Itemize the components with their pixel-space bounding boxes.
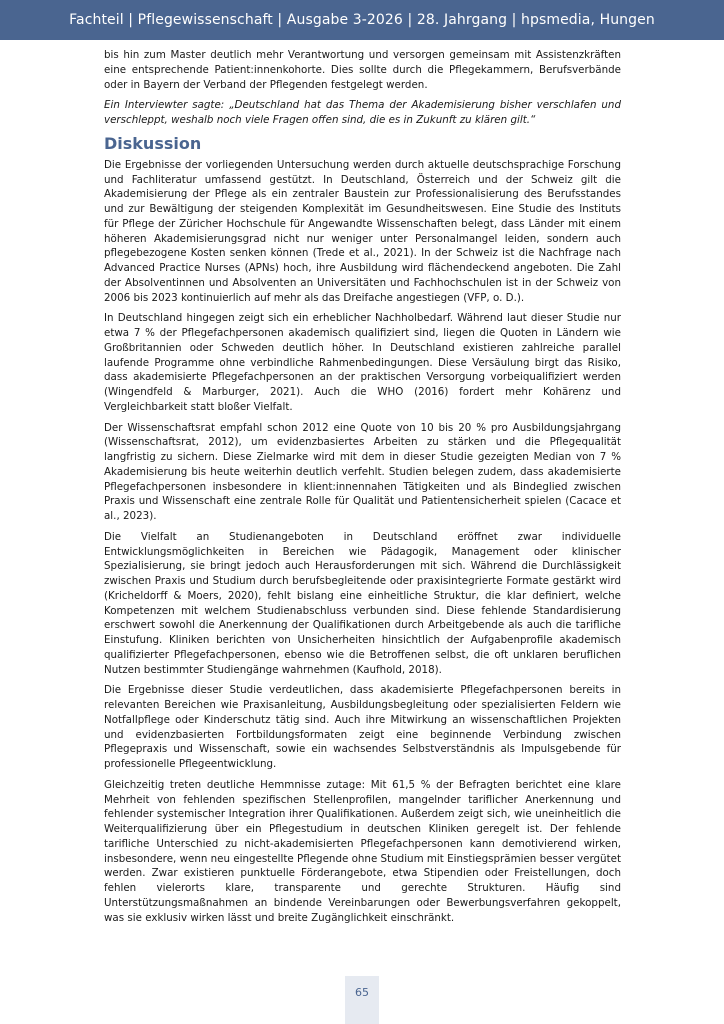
discussion-paragraph-1: Die Ergebnisse der vorliegenden Untersuchung werden durch aktuelle deutschsprachige Forschung und Fachliteratur umfassend gestützt. In Deutschland, Österreich und der Schweiz gilt die Akademisierung der Pflege als ein zentraler Baustein zur Professionalisierung des Berufsstandes und zur Bewältigung der steigenden Komplexität im Gesundheitswesen. Eine Studie des Instituts für Pflege der Züricher Hochschule für Angewandte Wissenschaften belegt, dass Länder mit einem höheren Akademisierungsgrad nicht nur weniger unter Personalmangel leiden, sondern auch pflegebezogene Kosten senken können (Trede et al., 2021). In der Schweiz ist die Nachfrage nach Advanced Practice Nurses (APNs) hoch, ihre Ausbildung wird flächendeckend angeboten. Die Zahl der Absolventinnen und Absolventen an Universitäten und Fachhochschulen ist in der Schweiz von 2006 bis 2023 kontinuierlich auf mehr als das Dreifache angestiegen (VFP, o. D.). bbox=[104, 158, 621, 304]
running-header bbox=[0, 0, 724, 40]
discussion-paragraph-2: In Deutschland hingegen zeigt sich ein erheblicher Nachholbedarf. Während laut dieser Studie nur etwa 7 % der Pflegefachpersonen akademisch qualifiziert sind, liegen die Quoten in Ländern wie Großbritannien oder Schweden deutlich höher. In Deutschland existieren zahlreiche parallel laufende Programme ohne verbindliche Rahmenbedingungen. Diese Versäulung birgt das Risiko, dass akademisierte Pflegefachpersonen an der praktischen Versorgung vorbeiqualifiziert werden (Wingendfeld & Marburger, 2021). Auch die WHO (2016) fordert mehr Kohärenz und Vergleichbarkeit statt bloßer Vielfalt. bbox=[104, 312, 621, 413]
section-heading-diskussion: Diskussion bbox=[104, 133, 202, 153]
article-body bbox=[104, 48, 621, 931]
discussion-paragraph-4: Die Vielfalt an Studienangeboten in Deutschland eröffnet zwar individuelle Entwicklungsmöglichkeiten in Bereichen wie Pädagogik, Management oder klinischer Spezialisierung, sie bringt jedoch auch Herausforderungen mit sich. Während die Durchlässigkeit zwischen Praxis und Studium durch berufsbegleitende oder praxisintegrierte Formate gestärkt wird (Kricheldorff & Moers, 2020), fehlt bislang eine einheitliche Struktur, die klar definiert, welche Kompetenzen mit welchem Studienabschluss verbunden sind. Diese fehlende Standardisierung erschwert sowohl die Anerkennung der Qualifikationen durch Arbeitgebende als auch die tarifliche Einstufung. Kliniken berichten von Unsicherheiten hinsichtlich der Aufgabenprofile akademisch qualifizierter Pflegefachpersonen, ebenso wie die Betroffenen selbst, die oft unklaren beruflichen Nutzen bestimmter Studiengänge wahrnehmen (Kaufhold, 2018). bbox=[104, 530, 621, 676]
interview-quote: Ein Interviewter sagte: „Deutschland hat das Thema der Akademisierung bisher verschlafen und verschleppt, weshalb noch viele Fragen offen sind, die es in Zukunft zu klären gilt.“ bbox=[104, 99, 621, 126]
page-number-box bbox=[345, 976, 379, 1024]
page-number: 65 bbox=[355, 986, 369, 999]
discussion-paragraph-3: Der Wissenschaftsrat empfahl schon 2012 eine Quote von 10 bis 20 % pro Ausbildungsjahrgang (Wissenschaftsrat, 2012), um evidenzbasiertes Arbeiten zu stärken und die Pflegequalität langfristig zu sichern. Diese Zielmarke wird mit dem in dieser Studie gezeigten Median von 7 % Akademisierung bis heute weiterhin deutlich verfehlt. Studien belegen zudem, dass akademisierte Pflegefachpersonen insbesondere in klient:innennahen Tätigkeiten und als Bindeglied zwischen Praxis und Wissenschaft eine zentrale Rolle für Qualität und Patientensicherheit spielen (Cacace et al., 2023). bbox=[104, 421, 621, 522]
running-header-text: Fachteil | Pflegewissenschaft | Ausgabe 3-2026 | 28. Jahrgang | hpsmedia, Hungen bbox=[69, 12, 655, 28]
discussion-paragraph-5: Die Ergebnisse dieser Studie verdeutlichen, dass akademisierte Pflegefachpersonen bereits in relevanten Bereichen wie Praxisanleitung, Ausbildungsbegleitung oder spezialisierten Feldern wie Notfallpflege oder Kinderschutz tätig sind. Auch ihre Mitwirkung an wissenschaftlichen Projekten und evidenzbasierten Fortbildungsformaten zeigt eine beginnende Verbindung zwischen Pflegepraxis und Wissenschaft, sowie ein wachsendes Selbstverständnis als Impulsgebende für professionelle Pflegeentwicklung. bbox=[104, 684, 621, 770]
intro-paragraph: bis hin zum Master deutlich mehr Verantwortung und versorgen gemeinsam mit Assistenzkräften eine entsprechende Patient:innenkohorte. Dies sollte durch die Pflegekammern, Berufsverbände oder in Bayern der Verband der Pflegenden festgelegt werden. bbox=[104, 49, 621, 91]
discussion-paragraph-6: Gleichzeitig treten deutliche Hemmnisse zutage: Mit 61,5 % der Befragten berichtet eine klare Mehrheit von fehlenden spezifischen Stellenprofilen, mangelnder tariflicher Anerkennung und fehlender systemischer Integration ihrer Qualifikationen. Außerdem zeigt sich, wie uneinheitlich die Weiterqualifizierung über ein Pflegestudium in deutschen Kliniken geregelt ist. Der fehlende tarifliche Unterschied zu nicht-akademisierten Pflegefachpersonen kann demotivierend wirken, insbesondere, wenn neu eingestellte Pflegende ohne Studium mit Einstiegsprämien besser vergütet werden. Zwar existieren punktuelle Förderangebote, etwa Stipendien oder Freistellungen, doch fehlen vielerorts klare, transparente und gerechte Strukturen. Häufig sind Unterstützungsmaßnahmen an bindende Vereinbarungen oder Bewerbungsverfahren gekoppelt, was sie exklusiv wirken lässt und breite Zugänglichkeit einschränkt. bbox=[104, 778, 621, 924]
